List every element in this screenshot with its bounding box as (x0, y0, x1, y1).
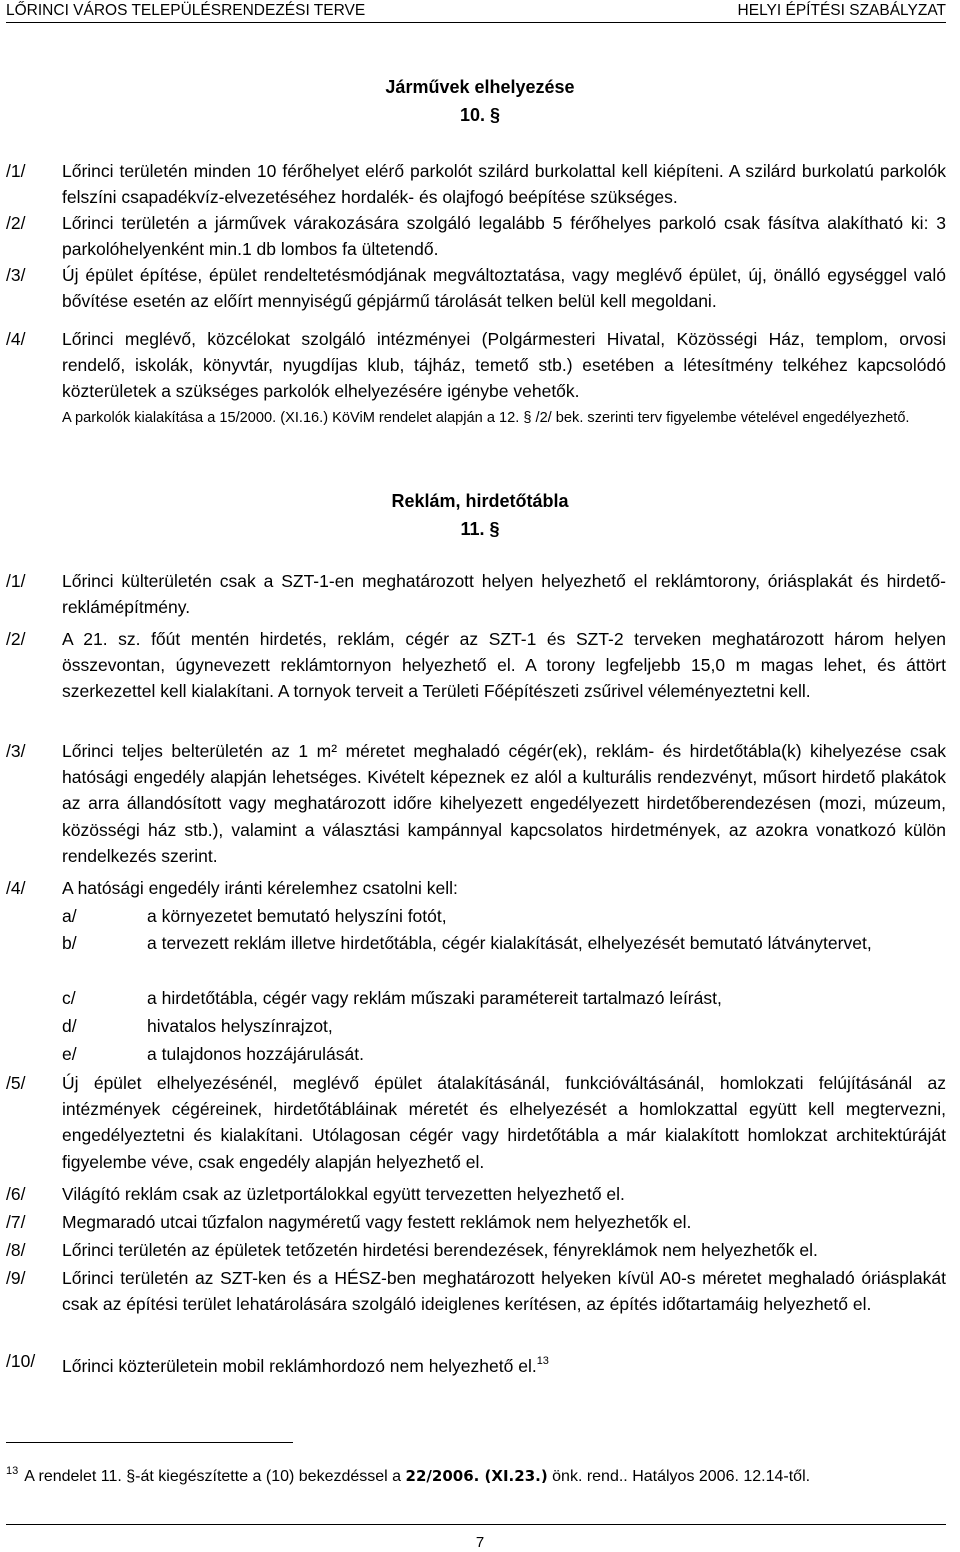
page-number: 7 (475, 1534, 485, 1551)
attachment-item-e (62, 1041, 946, 1067)
para-text: Lőrinci területén az SZT-ken és a HÉSZ-ben meghatározott helyeken kívül A0-s méretet meghaladó óriásplakát csak az építési terület lehatárolására szolgáló ideiglenes kerítésen, az építés időtartamáig helyezhető el. (62, 1268, 946, 1315)
s11-para-2 (6, 626, 946, 705)
attachment-item-a (62, 903, 946, 929)
para-text: Lőrinci területén minden 10 férőhelyet elérő parkolót szilárd burkolattal kell kiépíteni. A szilárd burkolatú parkolók felszíni csapadékvíz-elvezetéséhez hordalék- és olajfogó beépítése szükséges. (62, 161, 946, 208)
item-letter: e/ (62, 1044, 77, 1064)
attachment-item-d (62, 1013, 946, 1039)
footnote (6, 1459, 810, 1489)
footnote-decree: 22/2006. (XI.23.) (405, 1467, 548, 1485)
page-header (6, 0, 946, 23)
para-text: Világító reklám csak az üzletportálokkal együtt tervezetten helyezhető el. (62, 1184, 625, 1204)
para-text: Új épület építése, épület rendeltetésmódjának megváltoztatása, vagy meglévő épület, új, önálló egységgel való bővítése esetén az előírt mennyiségű gépjármű tárolását telken belül kell megoldani. (62, 265, 946, 312)
header-left: LŐRINCI VÁROS TELEPÜLÉSRENDEZÉSI TERVE (6, 2, 366, 19)
para-number: /3/ (6, 265, 26, 285)
para-number: /2/ (6, 629, 26, 649)
s11-para-1 (6, 568, 946, 620)
s11-para-6 (6, 1181, 946, 1207)
item-text: hivatalos helyszínrajzot, (147, 1016, 333, 1036)
section-11-title: Reklám, hirdetőtábla (391, 491, 569, 511)
item-letter: b/ (62, 933, 77, 953)
item-text: a tervezett reklám illetve hirdetőtábla, cégér kialakítását, elhelyezését bemutató látványtervet, (147, 933, 872, 953)
item-letter: a/ (62, 906, 77, 926)
para-text: Lőrinci területén a járművek várakozására szolgáló legalább 5 férőhelyes parkoló csak fásítva alakítható ki: 3 parkolóhelyenként min.1 db lombos fa ültetendő. (62, 213, 946, 260)
para-number: /6/ (6, 1184, 26, 1204)
item-letter: d/ (62, 1016, 77, 1036)
s10-para-2 (6, 210, 946, 262)
header-right: HELYI ÉPÍTÉSI SZABÁLYZAT (737, 2, 946, 19)
footnote-text-after: önk. rend.. Hatályos 2006. 12.14-től. (552, 1468, 811, 1485)
s10-note: A parkolók kialakítása a 15/2000. (XI.16.) KöViM rendelet alapján a 12. § /2/ bek. szerinti terv figyelembe vételével engedélyezhető. (62, 410, 910, 426)
item-text: a tulajdonos hozzájárulását. (147, 1044, 364, 1064)
para-number: /7/ (6, 1212, 26, 1232)
s10-para-4 (6, 326, 946, 405)
attachment-item-c (62, 985, 946, 1011)
s11-para-5 (6, 1070, 946, 1175)
footnote-text-before: A rendelet 11. §-át kiegészítette a (10) bekezdéssel a (24, 1468, 402, 1485)
section-10-number: 10. § (459, 105, 501, 125)
footer-separator (6, 1524, 946, 1525)
para-text: A hatósági engedély iránti kérelemhez csatolni kell: (62, 878, 458, 898)
item-text: a hirdetőtábla, cégér vagy reklám műszaki paramétereit tartalmazó leírást, (147, 988, 722, 1008)
para-text: Lőrinci meglévő, közcélokat szolgáló intézményei (Polgármesteri Hivatal, Közösségi Ház, templom, orvosi rendelő, iskolák, könyvtár, nyugdíjas klub, tájház, temető stb.) esetében a létesítmény telkéhez kapcsolódó közterületek a szükséges parkolók elhelyezésére igénybe vehetők. (62, 329, 946, 402)
s11-para-3 (6, 738, 946, 869)
para-number: /5/ (6, 1073, 26, 1093)
para-number: /9/ (6, 1268, 26, 1288)
item-text: a környezetet bemutató helyszíni fotót, (147, 906, 447, 926)
section-10-title: Járművek elhelyezése (385, 77, 575, 97)
s11-para-4 (6, 875, 946, 901)
para-text (62, 1348, 946, 1379)
s10-para-3 (6, 262, 946, 314)
s11-para-8 (6, 1237, 946, 1263)
para-text: Lőrinci teljes belterületén az 1 m² méretet meghaladó cégér(ek), reklám- és hirdetőtábla(k) kihelyezése csak hatósági engedély alapján lehetséges. Kivételt képeznek ez alól a kulturális rendezvényt, műsort hirdető plakátok az arra állandósított vagy meghatározott időre kihelyezett engedélyezett hirdetőberendezésen (mozi, múzeum, közösségi ház stb.), valamint a választási kampánnyal kapcsolatos hirdetmények, az azokra vonatkozó külön rendelkezés szerint. (62, 741, 946, 866)
para-number: /10/ (6, 1351, 36, 1371)
attachment-item-b (62, 930, 946, 956)
para-number: /8/ (6, 1240, 26, 1260)
para-text: A 21. sz. főút mentén hirdetés, reklám, cégér az SZT-1 és SZT-2 terveken meghatározott három helyen összevontan, úgynevezett reklámtornyon helyezhető el. A torony legfeljebb 15,0 m magas lehet, és áttört szerkezettel kell kialakítani. A tornyok terveit a Területi Főépítészeti zsűrivel véleményeztetni kell. (62, 629, 946, 702)
para-text: Lőrinci külterületén csak a SZT-1-en meghatározott helyen helyezhető el reklámtorony, óriásplakát és hirdető-reklámépítmény. (62, 571, 946, 618)
para-number: /3/ (6, 741, 26, 761)
para-10-text: Lőrinci közterületein mobil reklámhordozó nem helyezhető el. (62, 1356, 537, 1376)
para-number: /4/ (6, 878, 26, 898)
footnote-mark: 13 (6, 1465, 19, 1477)
s11-para-7 (6, 1209, 946, 1235)
para-number: /4/ (6, 329, 26, 349)
footnote-separator (6, 1442, 293, 1443)
para-number: /1/ (6, 571, 26, 591)
para-text: Lőrinci területén az épületek tetőzetén hirdetési berendezések, fényreklámok nem helyezhetők el. (62, 1240, 818, 1260)
s11-para-10 (6, 1348, 946, 1379)
s10-para-1 (6, 158, 946, 210)
s11-para-9 (6, 1265, 946, 1317)
section-11-number: 11. § (460, 519, 500, 539)
para-number: /1/ (6, 161, 26, 181)
para-text: Új épület elhelyezésénél, meglévő épület átalakításánál, funkcióváltásánál, homlokzati felújításánál az intézmények cégéreinek, hirdetőtábláinak méretét és elhelyezését a homlokzattal együtt kell megtervezni, engedélyeztetni és kialakítani. Utólagosan cégér vagy hirdetőtábla a már kialakított homlokzat architektúráját figyelembe véve, csak engedély alapján helyezhető el. (62, 1073, 946, 1172)
para-text: Megmaradó utcai tűzfalon nagyméretű vagy festett reklámok nem helyezhetők el. (62, 1212, 692, 1232)
footnote-ref[interactable]: 13 (536, 1355, 549, 1367)
para-number: /2/ (6, 213, 26, 233)
item-letter: c/ (62, 988, 76, 1008)
